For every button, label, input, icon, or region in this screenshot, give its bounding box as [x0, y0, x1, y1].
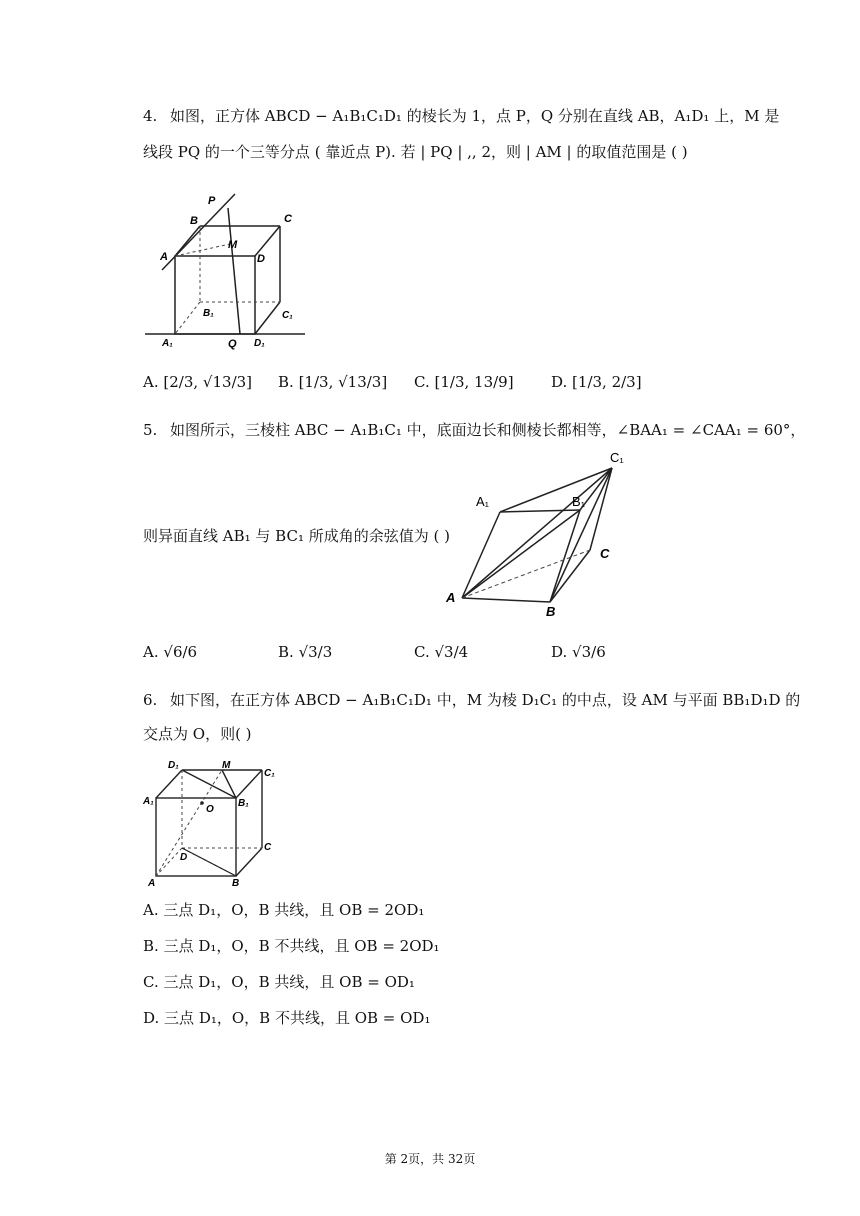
- q6-point-O: [200, 801, 204, 805]
- q6-option-d-letter: D.: [143, 1009, 160, 1027]
- q6-option-a[interactable]: [143, 900, 424, 920]
- q6-label-M: M: [222, 760, 231, 771]
- q6-line-1: 如下图，在正方体 ABCD − A₁B₁C₁D₁ 中，M 为棱 D₁C₁ 的中点，设 AM 与平面 BB₁D₁D 的: [170, 691, 801, 709]
- q5-line-1: 如图所示，三棱柱 ABC − A₁B₁C₁ 中，底面边长和侧棱长都相等，∠BAA₁ = ∠CAA₁ = 60°，: [170, 421, 806, 439]
- q5-option-d-letter: D.: [551, 643, 568, 661]
- q6-label-A1: A₁: [143, 796, 154, 807]
- q5-label-C: C: [600, 546, 610, 561]
- q4-option-a[interactable]: [143, 372, 252, 392]
- q6-label-D: D: [180, 852, 188, 863]
- q6-cube-figure: [140, 756, 290, 890]
- q4-option-a-value: [2/3, √13/3]: [163, 373, 253, 391]
- q4-label-D: D: [257, 253, 265, 265]
- q5-line-2: 则异面直线 AB₁ 与 BC₁ 所成角的余弦值为 ( ): [143, 527, 450, 545]
- q6-label-B1: B₁: [238, 798, 249, 809]
- q4-option-d[interactable]: [551, 372, 642, 392]
- q5-label-A1: A₁: [476, 494, 490, 509]
- q4-option-c[interactable]: [414, 372, 514, 392]
- q6-label-A: A: [148, 878, 156, 889]
- page-footer: 第 2页，共 32页: [384, 1152, 476, 1166]
- q4-label-C: C: [284, 213, 292, 225]
- q4-label-B1: B₁: [203, 308, 214, 319]
- q4-option-d-letter: D.: [551, 373, 568, 391]
- q5-option-a[interactable]: [143, 642, 197, 662]
- q5-option-d-value: √3/6: [572, 643, 606, 661]
- q4-option-b-value: [1/3, √13/3]: [298, 373, 388, 391]
- q4-label-A: A: [160, 251, 168, 263]
- q4-label-P: P: [208, 195, 216, 207]
- q6-option-a-value: 三点 D₁，O，B 共线，且 OB = 2OD₁: [163, 901, 425, 919]
- q6-option-b-value: 三点 D₁，O，B 不共线，且 OB = 2OD₁: [163, 937, 440, 955]
- q5-label-B1: B₁: [572, 494, 586, 509]
- q5-label-C1: C₁: [610, 450, 624, 465]
- q6-label-C1: C₁: [264, 768, 275, 779]
- q6-option-c[interactable]: [143, 972, 415, 992]
- q4-label-M: M: [228, 239, 238, 251]
- q5-option-b-letter: B.: [278, 643, 294, 661]
- q6-label-O: O: [206, 804, 214, 815]
- q5-option-c[interactable]: [414, 642, 468, 662]
- q4-option-a-letter: A.: [143, 373, 159, 391]
- q4-number: 4.: [143, 107, 158, 125]
- q6-number: 6.: [143, 691, 158, 709]
- q4-line-2: 线段 PQ 的一个三等分点 ( 靠近点 P). 若 | PQ | ,, 2，则 | AM | 的取值范围是 ( ): [143, 143, 688, 161]
- q4-label-Q: Q: [228, 338, 237, 350]
- q4-line-1: 如图，正方体 ABCD − A₁B₁C₁D₁ 的棱长为 1，点 P，Q 分别在直线 AB，A₁D₁ 上，M 是: [170, 107, 780, 125]
- q4-option-c-letter: C.: [414, 373, 430, 391]
- q5-option-b[interactable]: [278, 642, 332, 662]
- q4-option-c-value: [1/3, 13/9]: [434, 373, 514, 391]
- q5-prism-figure: [440, 448, 640, 618]
- q6-label-C: C: [264, 842, 272, 853]
- q6-label-B: B: [232, 878, 240, 889]
- q5-option-d[interactable]: [551, 642, 606, 662]
- q5-option-a-value: √6/6: [163, 643, 198, 661]
- q6-option-a-letter: A.: [143, 901, 159, 919]
- q5-option-b-value: √3/3: [298, 643, 333, 661]
- q4-cube-figure: [140, 190, 310, 350]
- q5-option-c-letter: C.: [414, 643, 430, 661]
- q5-option-c-value: √3/4: [434, 643, 469, 661]
- q6-line-2: 交点为 O，则( ): [143, 725, 252, 743]
- q6-label-D1: D₁: [168, 760, 179, 771]
- q4-option-b-letter: B.: [278, 373, 294, 391]
- q5-option-a-letter: A.: [143, 643, 159, 661]
- q5-label-A: A: [446, 590, 456, 605]
- q4-label-C1: C₁: [282, 310, 293, 321]
- q4-option-d-value: [1/3, 2/3]: [572, 373, 642, 391]
- q6-option-c-value: 三点 D₁，O，B 共线，且 OB = OD₁: [163, 973, 415, 991]
- q6-option-d-value: 三点 D₁，O，B 不共线，且 OB = OD₁: [164, 1009, 431, 1027]
- q4-label-B: B: [190, 215, 198, 227]
- q5-number: 5.: [143, 421, 158, 439]
- q4-option-b[interactable]: [278, 372, 387, 392]
- q5-label-B: B: [546, 604, 556, 618]
- q6-option-b[interactable]: [143, 936, 440, 956]
- q4-label-D1: D₁: [254, 338, 265, 349]
- q6-option-b-letter: B.: [143, 937, 159, 955]
- q6-option-d[interactable]: [143, 1008, 430, 1028]
- q6-option-c-letter: C.: [143, 973, 159, 991]
- q4-label-A1: A₁: [162, 338, 173, 349]
